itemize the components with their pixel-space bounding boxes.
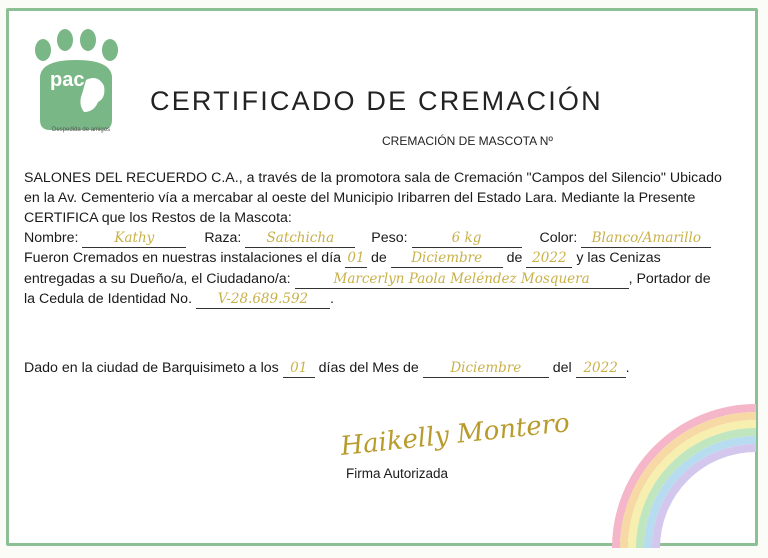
cremados-prefix: Fueron Cremados en nuestras instalaciones el día <box>24 250 342 266</box>
certificate-body-paragraph: SALONES DEL RECUERDO C.A., a través de la promotora sala de Cremación "Campos del Silencio" Ubicado en la Av. Cementerio vía a mercabar al oeste del Municipio Iribarren del Estado Lara. Mediante la Presente CERTIFICA que los Restos de la Mascota: <box>24 170 722 226</box>
issued-year-value: 2022 <box>576 360 626 378</box>
nombre-label: Nombre: <box>24 230 79 246</box>
pet-details-line <box>24 230 711 248</box>
certificate-subtitle: CREMACIÓN DE MASCOTA Nº <box>382 134 553 148</box>
logo-tagline: Despedida de amigos <box>52 127 111 133</box>
cedula-end: . <box>329 291 334 307</box>
dado-del: del <box>552 360 572 376</box>
dado-mid: días del Mes de <box>318 360 419 376</box>
de-label-2: de <box>506 250 523 266</box>
cenizas-suffix: y las Cenizas <box>576 250 661 266</box>
signature-handwriting: Haikelly Montero <box>339 408 572 462</box>
color-label: Color: <box>539 230 578 246</box>
raza-label: Raza: <box>204 230 242 246</box>
certificate-title: CERTIFICADO DE CREMACIÓN <box>150 86 603 116</box>
owner-line <box>24 271 711 289</box>
entregadas-label: entregadas a su Dueño/a, el Ciudadano/a: <box>24 271 291 287</box>
peso-label: Peso: <box>371 230 408 246</box>
peso-value: 6 kg <box>412 230 522 248</box>
issued-day-value: 01 <box>283 360 315 378</box>
dado-prefix: Dado en la ciudad de Barquisimeto a los <box>24 360 279 376</box>
raza-value: Satchicha <box>245 230 355 248</box>
cremation-month-value: Diciembre <box>391 250 503 268</box>
cedula-line <box>24 291 334 309</box>
dado-end: . <box>625 360 630 376</box>
color-value: Blanco/Amarillo <box>581 230 711 248</box>
issued-line <box>24 360 630 378</box>
pac-paw-logo <box>26 28 136 140</box>
issued-month-value: Diciembre <box>423 360 549 378</box>
de-label-1: de <box>370 250 387 266</box>
nombre-value: Kathy <box>82 230 186 248</box>
cedula-value: V-28.689.592 <box>196 291 330 309</box>
cremation-day-value: 01 <box>345 250 367 268</box>
portador-label: , Portador de <box>628 271 711 287</box>
rainbow-decoration <box>606 398 756 548</box>
owner-name-value: Marcerlyn Paola Meléndez Mosquera <box>295 271 629 289</box>
cremation-date-line <box>24 250 661 268</box>
cremation-year-value: 2022 <box>526 250 572 268</box>
signature-label: Firma Autorizada <box>346 466 449 481</box>
logo-brand-text: pac <box>50 69 85 91</box>
cedula-label: la Cedula de Identidad No. <box>24 291 193 307</box>
